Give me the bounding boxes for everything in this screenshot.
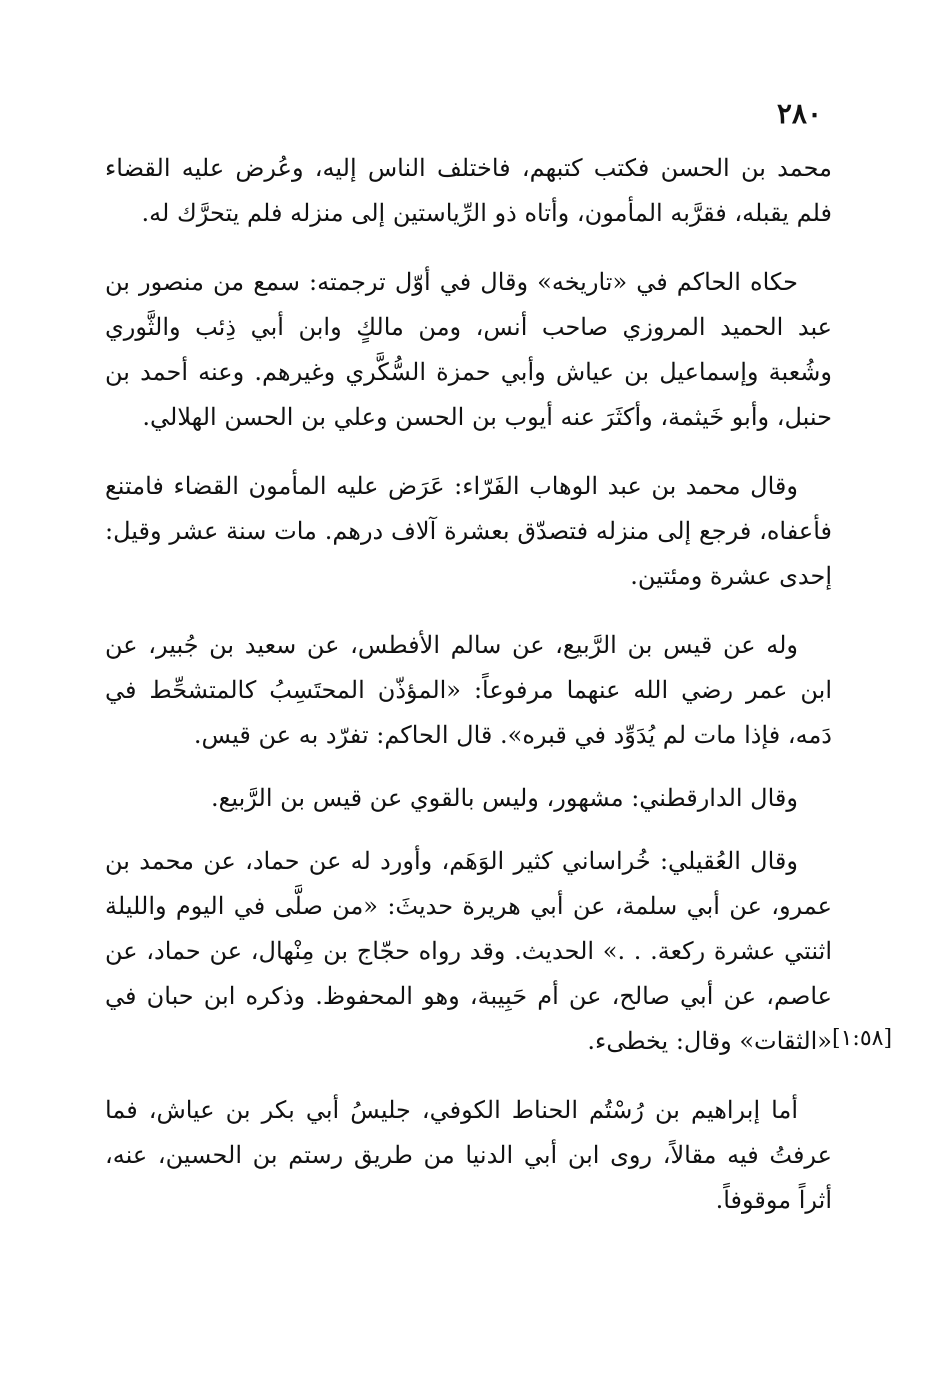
body-text (105, 146, 832, 1247)
margin-reference: [١:٥٨] (832, 1026, 893, 1051)
paragraph-1: محمد بن الحسن فكتب كتبهم، فاختلف الناس إليه، وعُرض عليه القضاء فلم يقبله، فقرَّبه المأمون، وأتاه ذو الرِّياستين إلى منزله فلم يتحرَّك له. (105, 154, 832, 227)
paragraph-4: وله عن قيس بن الرَّبيع، عن سالم الأفطس، عن سعيد بن جُبير، عن ابن عمر رضي الله عنهما مرفوعاً: «المؤذّن المحتَسِبُ كالمتشحِّط في دَمه، فإذا مات لم يُدَوِّد في قبره». قال الحاكم: تفرّد به عن قيس. (105, 631, 833, 749)
paragraph-2: حكاه الحاكم في «تاريخه» وقال في أوّل ترجمته: سمع من منصور بن عبد الحميد المروزي صاحب أنس، ومن مالكٍ وابن أبي ذِئب والثَّوري وشُعبة وإسماعيل بن عياش وأبي حمزة السُّكَّري وغيرهم. وعنه أحمد بن حنبل، وأبو خَيثمة، وأكثَرَ عنه أيوب بن الحسن وعلي بن الحسن الهلالي. (105, 268, 832, 431)
paragraph-7: أما إبراهيم بن رُسْتُم الحناط الكوفي، جليسُ أبي بكر بن عياش، فما عرفتُ فيه مقالاً، روى ابن أبي الدنيا من طريق رستم بن الحسين، عنه، أثراً موقوفاً. (105, 1096, 832, 1214)
paragraph-5: وقال الدارقطني: مشهور، وليس بالقوي عن قيس بن الرَّبيع. (210, 784, 798, 812)
paragraph-6: وقال العُقيلي: خُراساني كثير الوَهَم، وأورد له عن حماد، عن محمد بن عمرو، عن أبي سلمة، عن أبي هريرة حديثَ: «من صلَّى في اليوم والليلة اثنتي عشرة ركعة. . .» الحديث. وقد رواه حجّاج بن مِنْهال، عن حماد، عن عاصم، عن أبي صالح، عن أم حَبِيبة، وهو المحفوظ. وذكره ابن حبان في «الثقات» وقال: يخطىء. (105, 847, 832, 1055)
page-number: ٢٨٠ (776, 97, 822, 130)
paragraph-3: وقال محمد بن عبد الوهاب الفَرّاء: عَرَض عليه المأمون القضاء فامتنع فأعفاه، فرجع إلى منزله فتصدّق بعشرة آلاف درهم. مات سنة عشر وقيل: إحدى عشرة ومئتين. (105, 472, 832, 590)
